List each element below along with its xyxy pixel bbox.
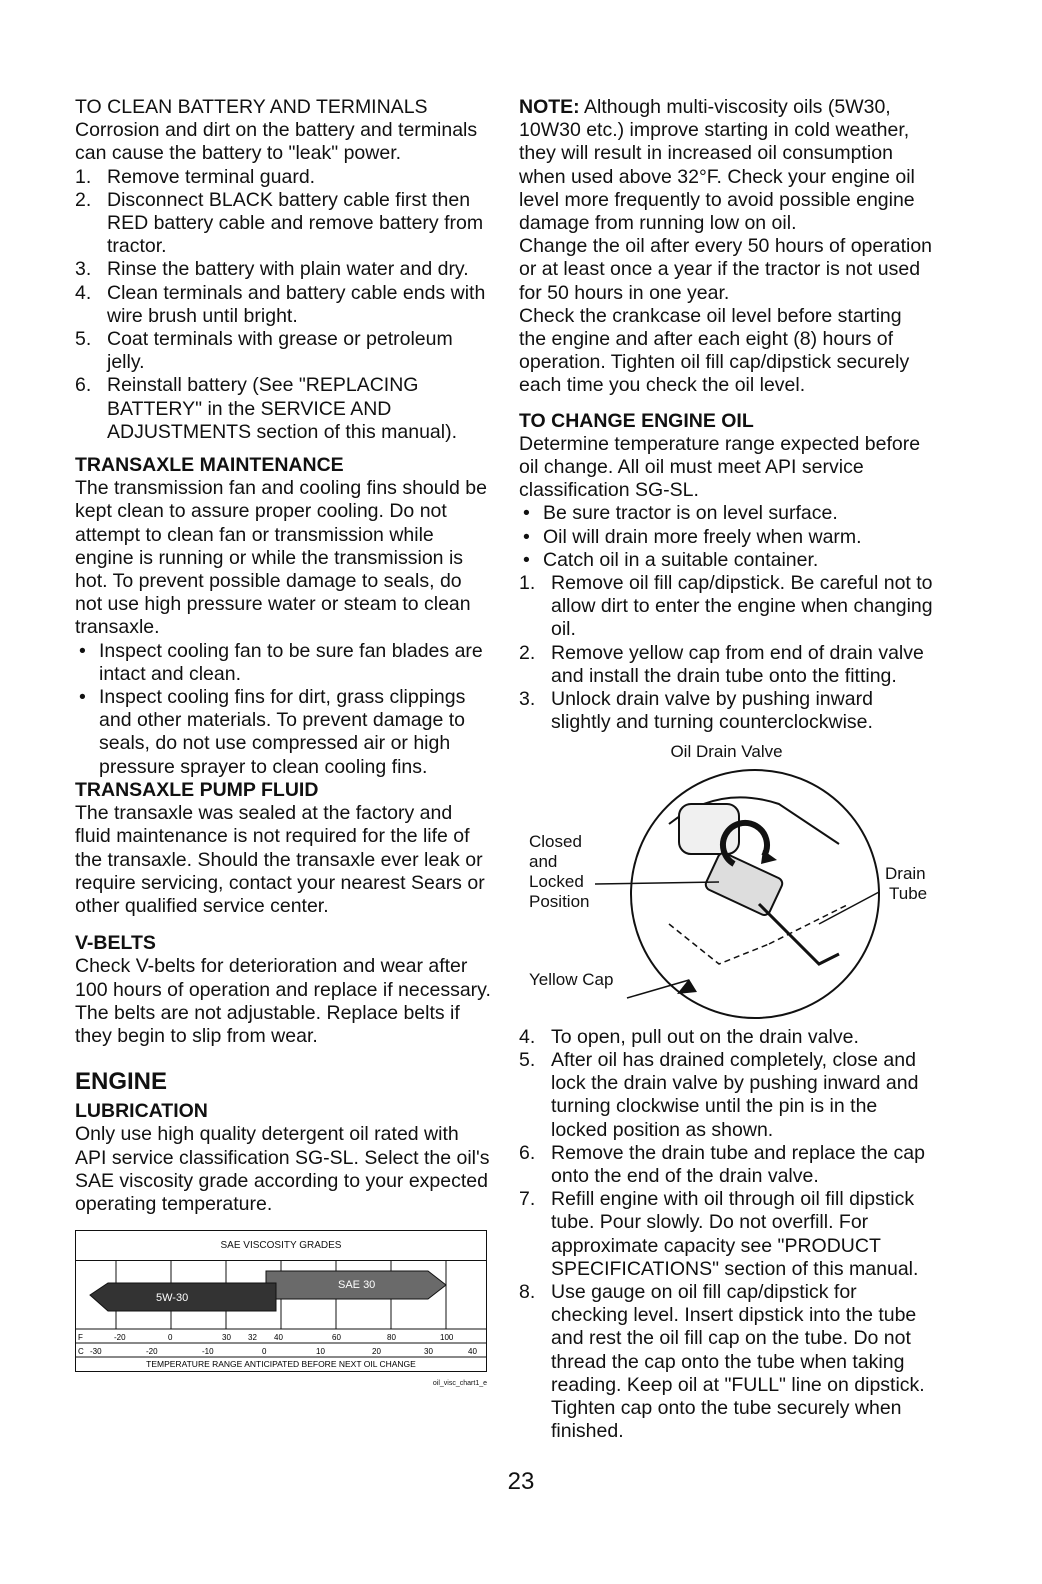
f-tick: 80 <box>387 1333 396 1343</box>
sae30-label: SAE 30 <box>338 1279 376 1292</box>
step-text: Rinse the battery with plain water and dry. <box>107 258 469 281</box>
c-tick: -10 <box>202 1347 214 1357</box>
page-number: 23 <box>507 1468 535 1495</box>
viscosity-chart-graphic <box>76 1261 486 1371</box>
lubrication-heading: LUBRICATION <box>75 1100 208 1123</box>
bullet-icon: • <box>523 502 530 525</box>
c-tick: 0 <box>262 1347 267 1357</box>
chart-footer: TEMPERATURE RANGE ANTICIPATED BEFORE NEXT OIL CHANGE <box>146 1359 416 1370</box>
step-text: Remove terminal guard. <box>107 165 316 188</box>
f-tick: -20 <box>114 1333 126 1343</box>
locked-label: Locked <box>529 871 584 891</box>
step-number: 8. <box>519 1280 536 1303</box>
oil-drain-valve-figure <box>519 764 934 1026</box>
fahrenheit-label: F <box>78 1333 83 1343</box>
step-number: 6. <box>75 374 92 397</box>
c-tick: 40 <box>468 1347 477 1357</box>
step-number: 4. <box>519 1025 536 1048</box>
oil-check-text: Check the crankcase oil level before starting the engine and after each eight (8) hours of operation. Tighten oil fill cap/dipstick securely each time you check the oil level. <box>519 304 910 397</box>
f-tick: 32 <box>248 1333 257 1343</box>
step-number: 5. <box>75 328 92 351</box>
bullet-icon: • <box>79 686 86 709</box>
step-text: Remove oil fill cap/dipstick. Be careful not to allow dirt to enter the engine when changing oil. <box>551 572 933 641</box>
battery-heading: TO CLEAN BATTERY AND TERMINALS <box>75 96 428 118</box>
step-number: 1. <box>519 572 536 595</box>
f-tick: 30 <box>222 1333 231 1343</box>
f-tick: 100 <box>440 1333 454 1343</box>
right-column <box>519 96 934 1443</box>
bullet-text: Be sure tractor is on level surface. <box>543 502 838 525</box>
step-text: Refill engine with oil through oil fill dipstick tube. Pour slowly. Do not overfill. For approximate capacity see "PRODUCT SPECIFICATIONS" section of this manual. <box>551 1188 919 1280</box>
note-text: Although multi-viscosity oils (5W30, 10W30 etc.) improve starting in cold weather, they will result in increased oil consumption when used above 32°F. Check your engine oil level more frequently to avoid possible engine damage from running low on oil. <box>519 96 915 235</box>
lubrication-text: Only use high quality detergent oil rated with API service classification SG-SL. Select the oil's SAE viscosity grade according to your expected operating temperature. <box>75 1123 490 1215</box>
battery-steps-list <box>75 166 491 444</box>
step-text: Reinstall battery (See "REPLACING BATTERY" in the SERVICE AND ADJUSTMENTS section of this manual). <box>107 374 458 443</box>
bullet-text: Oil will drain more freely when warm. <box>543 525 862 548</box>
c-tick: 20 <box>372 1347 381 1357</box>
bullet-item <box>75 640 491 686</box>
step-text: Use gauge on oil fill cap/dipstick for checking level. Insert dipstick into the tube and rest the oil fill cap on the tube. Do not thread the cap onto the tube when taking reading. Keep oil at "FULL" line on dipstick. Tighten cap onto the tube securely when finished. <box>551 1280 925 1443</box>
numbered-step <box>519 642 934 688</box>
step-text: Remove the drain tube and replace the cap onto the end of the drain valve. <box>551 1141 925 1187</box>
pump-text: The transaxle was sealed at the factory and fluid maintenance is not required for the life of the transaxle. Should the transaxle ever leak or require servicing, contact your nearest Sears or other qualified service center. <box>75 802 485 917</box>
celsius-label: C <box>78 1347 84 1357</box>
step-text: To open, pull out on the drain valve. <box>551 1025 859 1048</box>
numbered-step <box>519 688 934 734</box>
battery-intro: Corrosion and dirt on the battery and terminals can cause the battery to "leak" power. <box>75 119 478 165</box>
numbered-step <box>519 1049 934 1142</box>
bullet-text: Inspect cooling fins for dirt, grass clippings and other materials. To prevent damage to seals, do not use compressed air or high pressure sprayer to clean cooling fins. <box>99 686 466 778</box>
c-tick: 30 <box>424 1347 433 1357</box>
position-label: Position <box>529 891 590 911</box>
engine-heading: ENGINE <box>75 1068 168 1096</box>
5w30-label: 5W-30 <box>156 1292 189 1305</box>
step-text: Coat terminals with grease or petroleum jelly. <box>107 328 453 374</box>
step-text: Unlock drain valve by pushing inward slightly and turning counterclockwise. <box>551 688 873 734</box>
bullet-item <box>519 526 934 549</box>
step-number: 7. <box>519 1188 536 1211</box>
numbered-step <box>75 258 491 281</box>
step-number: 2. <box>75 188 92 211</box>
note-label: NOTE: <box>519 96 580 118</box>
step-number: 3. <box>519 688 536 711</box>
change-oil-steps-b <box>519 1026 934 1444</box>
numbered-step <box>75 374 491 444</box>
step-number: 3. <box>75 258 92 281</box>
change-oil-bullets <box>519 502 934 572</box>
bullet-text: Catch oil in a suitable container. <box>543 548 819 571</box>
change-oil-intro: Determine temperature range expected before oil change. All oil must meet API service classification SG-SL. <box>519 432 921 502</box>
step-number: 1. <box>75 165 92 188</box>
vbelts-text: Check V-belts for deterioration and wear after 100 hours of operation and replace if necessary. The belts are not adjustable. Replace belts if they begin to slip from wear. <box>75 955 491 1047</box>
tube-label: Tube <box>889 883 928 903</box>
numbered-step <box>519 1188 934 1281</box>
f-tick: 60 <box>332 1333 341 1343</box>
closed-label: Closed <box>529 831 582 851</box>
numbered-step <box>75 189 491 259</box>
step-number: 4. <box>75 281 92 304</box>
oil-note <box>519 96 934 235</box>
bullet-icon: • <box>523 548 530 571</box>
numbered-step <box>519 572 934 642</box>
change-oil-heading: TO CHANGE ENGINE OIL <box>519 409 754 432</box>
change-oil-steps-a <box>519 572 934 734</box>
f-tick: 0 <box>168 1333 173 1343</box>
numbered-step <box>519 1142 934 1188</box>
c-tick: -20 <box>146 1347 158 1357</box>
step-text: Clean terminals and battery cable ends with wire brush until bright. <box>107 281 486 327</box>
figure-caption: Oil Drain Valve <box>670 742 783 762</box>
pump-heading: TRANSAXLE PUMP FLUID <box>75 778 319 801</box>
bullet-item <box>75 686 491 779</box>
numbered-step <box>75 328 491 374</box>
transaxle-text: The transmission fan and cooling fins should be kept clean to assure proper cooling. Do not attempt to clean fan or transmission while engine is running or while the transmission is hot. To prevent possible damage to seals, do not use high pressure water or steam to clean transaxle. <box>75 477 487 639</box>
left-column <box>75 96 491 1396</box>
f-tick: 40 <box>274 1333 283 1343</box>
c-tick: -30 <box>90 1347 102 1357</box>
chart-code: oil_visc_chart1_e <box>432 1380 487 1388</box>
bullet-item <box>519 549 934 572</box>
bullet-icon: • <box>523 525 530 548</box>
step-number: 2. <box>519 641 536 664</box>
transaxle-heading: TRANSAXLE MAINTENANCE <box>75 454 344 477</box>
step-number: 5. <box>519 1048 536 1071</box>
step-number: 6. <box>519 1141 536 1164</box>
oil-change-interval: Change the oil after every 50 hours of operation or at least once a year if the tractor is not used for 50 hours in one year. <box>519 235 933 304</box>
numbered-step <box>519 1026 934 1049</box>
yellow-cap-label: Yellow Cap <box>529 969 614 989</box>
and-label: and <box>529 851 558 871</box>
sae-viscosity-chart <box>75 1230 487 1372</box>
numbered-step <box>75 166 491 189</box>
vbelts-heading: V-BELTS <box>75 932 156 955</box>
chart-title: SAE VISCOSITY GRADES <box>76 1231 486 1261</box>
bullet-icon: • <box>79 639 86 662</box>
drain-label: Drain <box>885 863 926 883</box>
step-text: Remove yellow cap from end of drain valve and install the drain tube onto the fitting. <box>551 641 924 687</box>
numbered-step <box>75 282 491 328</box>
numbered-step <box>519 1281 934 1443</box>
bullet-text: Inspect cooling fan to be sure fan blades are intact and clean. <box>99 639 483 685</box>
step-text: After oil has drained completely, close and lock the drain valve by pushing inward and turning clockwise until the pin is in the locked position as shown. <box>551 1048 919 1141</box>
c-tick: 10 <box>316 1347 325 1357</box>
step-text: Disconnect BLACK battery cable first then RED battery cable and remove battery from tractor. <box>107 188 484 258</box>
transaxle-bullets-list <box>75 640 491 779</box>
bullet-item <box>519 502 934 525</box>
